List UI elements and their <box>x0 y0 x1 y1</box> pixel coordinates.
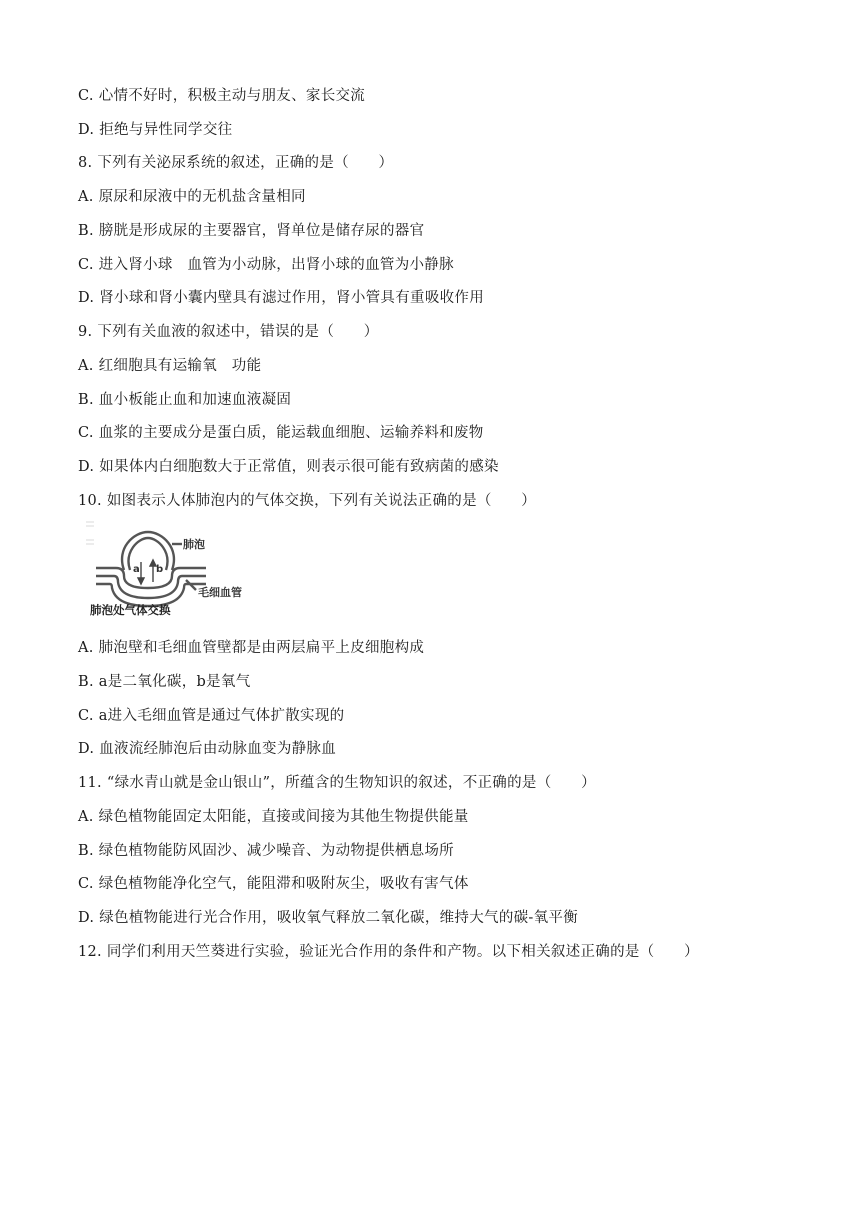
option-10d: D. 血液流经肺泡后由动脉血变为静脉血 <box>78 741 337 757</box>
option-7c: C. 心情不好时，积极主动与朋友、家长交流 <box>78 88 366 104</box>
option-9c: C. 血浆的主要成分是蛋白质，能运载血细胞、运输养料和废物 <box>78 425 484 441</box>
option-9b: B. 血小板能止血和加速血液凝固 <box>78 392 292 408</box>
option-9d: D. 如果体内白细胞数大于正常值，则表示很可能有致病菌的感染 <box>78 459 499 475</box>
option-11a: A. 绿色植物能固定太阳能，直接或间接为其他生物提供能量 <box>78 809 469 825</box>
label-b: b <box>156 564 164 575</box>
alveolus-diagram <box>86 518 256 618</box>
question-11: 11. “绿水青山就是金山银山”，所蕴含的生物知识的叙述，不正确的是（ ） <box>78 775 596 791</box>
figure-caption: 肺泡处气体交换 <box>90 603 171 617</box>
option-8d: D. 肾小球和肾小囊内壁具有滤过作用，肾小管具有重吸收作用 <box>78 290 485 306</box>
option-10b: B. a是二氧化碳，b是氧气 <box>78 674 251 690</box>
question-9: 9. 下列有关血液的叙述中，错误的是（ ） <box>78 324 379 340</box>
option-11c: C. 绿色植物能净化空气，能阻滞和吸附灰尘，吸收有害气体 <box>78 876 469 892</box>
option-11d: D. 绿色植物能进行光合作用，吸收氧气释放二氧化碳，维持大气的碳-氧平衡 <box>78 910 579 926</box>
option-10a: A. 肺泡壁和毛细血管壁都是由两层扁平上皮细胞构成 <box>78 640 425 656</box>
faint-mark <box>86 540 94 544</box>
option-8b: B. 膀胱是形成尿的主要器官，肾单位是储存尿的器官 <box>78 223 425 239</box>
option-7d: D. 拒绝与异性同学交往 <box>78 122 233 138</box>
option-8c: C. 进入肾小球 血管为小动脉，出肾小球的血管为小静脉 <box>78 257 454 273</box>
option-8a: A. 原尿和尿液中的无机盐含量相同 <box>78 189 306 205</box>
option-9a: A. 红细胞具有运输氧 功能 <box>78 358 262 374</box>
alveolus-gas-exchange-figure <box>86 518 256 618</box>
label-a: a <box>133 564 140 575</box>
option-11b: B. 绿色植物能防风固沙、减少噪音、为动物提供栖息场所 <box>78 843 454 859</box>
faint-mark <box>86 522 94 526</box>
label-capillary: 毛细血管 <box>198 586 242 599</box>
question-10: 10. 如图表示人体肺泡内的气体交换，下列有关说法正确的是（ ） <box>78 493 537 509</box>
question-12: 12. 同学们利用天竺葵进行实验，验证光合作用的条件和产物。以下相关叙述正确的是（ ） <box>78 944 699 960</box>
arrow-a-head <box>138 578 144 584</box>
question-8: 8. 下列有关泌尿系统的叙述，正确的是（ ） <box>78 155 394 171</box>
label-alveolus: 肺泡 <box>183 538 205 551</box>
option-10c: C. a进入毛细血管是通过气体扩散实现的 <box>78 708 345 724</box>
